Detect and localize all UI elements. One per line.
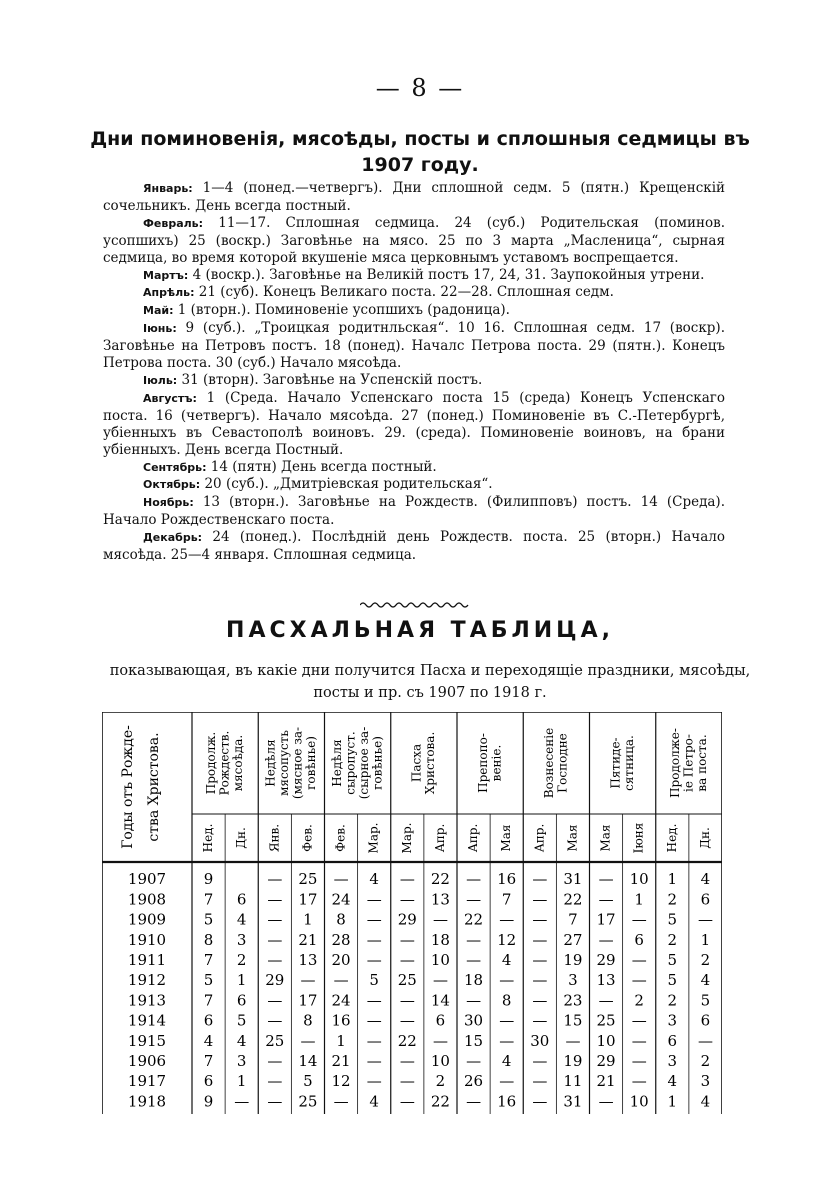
group-header-label: (мясное за-	[290, 726, 305, 800]
table-cell: 25	[298, 870, 318, 889]
table-cell: 6	[236, 991, 247, 1010]
table-cell: 7	[203, 890, 214, 909]
table-cell: —	[466, 930, 482, 949]
table-cell: 7	[203, 1052, 214, 1070]
sub-header-label: Фев.	[300, 824, 315, 852]
group-header-label: Продолж.	[204, 731, 219, 795]
table-cell: —	[267, 951, 283, 969]
table-cell: —	[598, 930, 614, 949]
group-header-label: Рождеств.	[217, 730, 232, 796]
table-cell: 5	[369, 971, 379, 990]
month-entry	[103, 390, 725, 459]
table-cell: —	[300, 971, 316, 990]
table-cell: —	[631, 910, 647, 929]
table-subtitle: показывающая, въ какіе дни получится Пасха и переходящіе праздники, мясоѣды, посты и пр. съ 1907 по 1918 г.	[109, 663, 751, 701]
table-cell: —	[399, 890, 415, 909]
month-entry	[103, 320, 725, 372]
year-cell: 1909	[127, 910, 167, 929]
wavy-divider	[360, 600, 470, 610]
table-cell: 22	[563, 890, 583, 909]
table-cell: —	[565, 1031, 581, 1050]
table-cell: 4	[501, 951, 512, 969]
sub-header-label: Апр.	[532, 823, 547, 853]
month-text: 21 (суб). Конецъ Великаго поста. 22—28. Сплошная седм.	[198, 284, 614, 301]
sub-header-label: Дн.	[697, 827, 712, 849]
table-cell: 22	[430, 1092, 450, 1111]
table-cell: —	[267, 1011, 283, 1030]
year-header-label: ства Христова.	[146, 732, 162, 842]
table-cell: —	[532, 1011, 548, 1030]
table-cell: 28	[331, 930, 351, 949]
month-label: Декабрь:	[143, 531, 203, 545]
table-cell: 5	[667, 971, 678, 990]
table-cell: 12	[331, 1072, 351, 1091]
sub-header-label: Дн.	[234, 827, 249, 849]
table-cell: —	[399, 991, 415, 1010]
table-cell: 22	[397, 1031, 417, 1050]
table-cell: 21	[298, 930, 318, 949]
table-cell: —	[466, 951, 482, 969]
table-cell: —	[631, 1052, 647, 1070]
table-cell: —	[532, 991, 548, 1010]
table-cell: —	[366, 1072, 382, 1091]
table-cell: —	[532, 870, 548, 889]
table-cell: 19	[563, 951, 583, 969]
table-cell: —	[432, 971, 448, 990]
table-cell: 9	[203, 870, 214, 889]
table-cell: 8	[501, 991, 512, 1010]
table-cell: 21	[596, 1072, 616, 1091]
month-text: 9 (суб.). „Троицкая родитнльская“. 10 16. Сплошная седм. 17 (воскр). Заговѣнье на Петровъ постъ. 18 (понед). Началс Петрова поста. 29 (пятн.). Конецъ Петрова поста. 30 (суб.) Начало мясоѣда.	[103, 320, 725, 372]
table-cell: 5	[667, 951, 678, 969]
group-header-label: Христова.	[423, 731, 438, 795]
title-line-1: Дни поминовенія, мясоѣды, посты и сплошныя седмицы въ	[90, 128, 750, 150]
month-label: Октябрь:	[143, 478, 201, 492]
table-cell: 3	[568, 971, 578, 990]
sub-header-label: Іюня	[631, 822, 646, 854]
title-line-2: 1907 году.	[361, 154, 479, 176]
table-cell: 10	[629, 870, 649, 889]
table-cell: 20	[331, 951, 351, 969]
table-cell: 2	[634, 991, 644, 1010]
table-cell: 1	[336, 1031, 346, 1050]
month-entry	[103, 180, 725, 215]
table-cell: —	[366, 930, 382, 949]
table-cell: 22	[464, 910, 484, 929]
year-cell: 1908	[127, 890, 167, 909]
sub-header-label: Нед.	[664, 823, 679, 853]
group-header-label: мясоѣда.	[231, 734, 246, 792]
table-cell: 7	[203, 991, 214, 1010]
table-cell: 2	[667, 930, 678, 949]
table-cell: 29	[596, 1052, 616, 1070]
table-cell: —	[366, 1031, 382, 1050]
table-cell: 5	[203, 910, 214, 929]
table-cell: 2	[700, 951, 711, 969]
table-cell: 5	[667, 910, 678, 929]
month-entry	[103, 494, 725, 529]
table-cell: —	[399, 930, 415, 949]
table-cell: 1	[700, 930, 711, 949]
month-text: 24 (понед.). Послѣдній день Рождеств. поста. 25 (вторн.) Начало мясоѣда. 25—4 января. Сплошная седмица.	[103, 529, 725, 564]
table-cell: —	[267, 991, 283, 1010]
table-cell: —	[631, 971, 647, 990]
table-cell: —	[399, 1052, 415, 1070]
table-cell: 12	[497, 930, 517, 949]
table-cell: 17	[298, 890, 318, 909]
sub-header-label: Мар.	[366, 822, 381, 854]
group-header-label: говѣнье)	[370, 736, 385, 790]
table-cell: 15	[563, 1011, 583, 1030]
table-cell: 8	[303, 1011, 313, 1030]
group-header-label: Вознесеніе	[542, 727, 557, 799]
table-cell: 2	[700, 1052, 711, 1070]
table-cell: 29	[596, 951, 616, 969]
table-cell: 19	[563, 1052, 583, 1070]
table-cell: 4	[369, 870, 379, 889]
table-cell: —	[499, 1031, 515, 1050]
table-cell: —	[366, 910, 382, 929]
table-cell: —	[631, 1072, 647, 1091]
table-cell: 4	[501, 1052, 512, 1070]
table-cell: —	[598, 991, 614, 1010]
sub-header-label: Нед.	[201, 823, 216, 853]
table-cell: —	[333, 870, 349, 889]
table-cell: —	[499, 910, 515, 929]
table-cell: 31	[563, 1092, 583, 1111]
table-cell: —	[631, 1011, 647, 1030]
table-cell: —	[598, 890, 614, 909]
table-cell: 3	[236, 1052, 247, 1070]
month-entry	[103, 267, 725, 285]
table-cell: —	[432, 910, 448, 929]
table-cell: 4	[700, 971, 711, 990]
table-cell: —	[399, 1072, 415, 1091]
table-cell: —	[697, 1031, 713, 1050]
table-cell: 8	[336, 910, 346, 929]
table-cell: —	[532, 1052, 548, 1070]
table-cell: —	[366, 991, 382, 1010]
year-cell: 1915	[127, 1031, 167, 1050]
table-cell: 6	[236, 890, 247, 909]
table-cell: 30	[464, 1011, 484, 1030]
table-cell: —	[267, 1052, 283, 1070]
month-text: 1 (Среда. Начало Успенскаго поста 15 (среда) Конецъ Успенскаго поста. 16 (четвергъ). Начало мясоѣда. 27 (понед.) Поминовеніе въ С.-Петербургѣ, убіенныхъ въ Севастополѣ воиновъ. 29. (среда). Поминовеніе воиновъ, на брани убіенныхъ. День всегда Постный.	[103, 389, 725, 458]
table-cell: 30	[530, 1031, 550, 1050]
table-cell: 21	[331, 1052, 351, 1070]
month-entry	[103, 476, 725, 494]
table-cell: —	[532, 1072, 548, 1091]
month-entry	[103, 302, 725, 320]
table-cell: 24	[331, 991, 351, 1010]
table-cell: 2	[667, 991, 678, 1010]
table-cell: 29	[265, 971, 285, 990]
year-cell: 1906	[127, 1052, 167, 1070]
table-cell: 17	[298, 991, 318, 1010]
table-cell: 4	[369, 1092, 379, 1111]
table-cell: —	[631, 951, 647, 969]
table-cell: 4	[236, 1031, 247, 1050]
table-cell: 26	[464, 1072, 484, 1091]
group-header-label: іе Петро-	[681, 734, 696, 792]
table-cell: 7	[568, 910, 578, 929]
table-cell: 25	[397, 971, 417, 990]
month-label: Сентябрь:	[143, 460, 207, 474]
month-label: Іюнь:	[143, 322, 177, 336]
year-cell: 1917	[127, 1072, 167, 1091]
table-cell: —	[399, 870, 415, 889]
table-cell: 31	[563, 870, 583, 889]
table-cell: —	[532, 910, 548, 929]
table-cell: 6	[435, 1011, 446, 1030]
month-text: 20 (суб.). „Дмитріевская родительская“.	[204, 476, 493, 493]
table-cell: 16	[497, 870, 517, 889]
table-cell: —	[499, 1072, 515, 1091]
month-text: 1 (вторн.). Поминовеніе усопшихъ (радоница).	[177, 302, 510, 319]
table-cell: 2	[236, 951, 247, 969]
year-cell: 1910	[127, 930, 167, 949]
table-cell: 1	[634, 890, 644, 909]
table-cell: 4	[667, 1072, 678, 1091]
table-cell: 18	[464, 971, 484, 990]
table-cell: —	[366, 890, 382, 909]
group-header-label: Препопо-	[475, 733, 490, 793]
month-entry	[103, 529, 725, 564]
table-cell: —	[267, 930, 283, 949]
table-cell: 4	[236, 910, 247, 929]
table-cell: 2	[667, 890, 678, 909]
year-header-label: Годы отъ Рожде-	[120, 725, 136, 849]
table-cell: 14	[430, 991, 450, 1010]
table-cell: —	[366, 951, 382, 969]
table-cell: 5	[303, 1072, 313, 1091]
group-header-label: Недѣля	[263, 739, 278, 787]
group-header-label: Пасха	[409, 743, 424, 783]
table-cell: —	[399, 951, 415, 969]
sub-header-label: Мая	[565, 824, 580, 852]
table-cell: 25	[596, 1011, 616, 1030]
table-cell: 24	[331, 890, 351, 909]
table-cell: 5	[700, 991, 711, 1010]
group-header-label: мясопусть	[277, 730, 292, 796]
table-cell: 15	[464, 1031, 484, 1050]
table-cell: —	[466, 1092, 482, 1111]
sub-header-label: Апр.	[466, 823, 481, 853]
table-cell: 3	[236, 930, 247, 949]
year-cell: 1913	[127, 991, 167, 1010]
table-cell: 1	[667, 870, 678, 889]
table-cell: 1	[667, 1092, 678, 1111]
table-cell: 3	[667, 1052, 678, 1070]
table-cell: —	[333, 971, 349, 990]
table-cell: —	[499, 1011, 515, 1030]
sub-header-label: Янв.	[267, 823, 282, 853]
table-cell: 6	[700, 1011, 711, 1030]
year-cell: 1907	[127, 870, 167, 889]
table-cell: 6	[634, 930, 644, 949]
table-cell: 1	[236, 971, 247, 990]
table-cell: —	[598, 1092, 614, 1111]
month-text: 1—4 (понед.—четвергъ). Дни сплошной седм. 5 (пятн.) Крещенскій сочельникъ. День всегда постный.	[103, 180, 726, 214]
table-cell: 11	[563, 1072, 583, 1091]
table-cell: 6	[700, 890, 711, 909]
group-header-label: Продолже-	[667, 728, 682, 798]
year-cell: 1912	[127, 971, 167, 990]
group-header-label: ва поста.	[694, 734, 709, 792]
month-label: Апрѣль:	[143, 286, 195, 300]
year-cell: 1911	[127, 951, 167, 969]
table-title: ПАСХАЛЬНАЯ ТАБЛИЦА,	[226, 618, 614, 643]
table-cell: 13	[596, 971, 616, 990]
page-number: — 8 —	[375, 74, 465, 102]
table-cell: —	[466, 1052, 482, 1070]
month-text: 4 (воскр.). Заговѣнье на Великій постъ 17, 24, 31. Заупокойныя утрени.	[192, 266, 705, 283]
month-text: 11—17. Сплошная седмица. 24 (суб.) Родительская (поминов. усопшихъ) 25 (воскр.) Заговѣнье на мясо. 25 по 3 марта „Масленица“, сырная седмица, во время которой вкушеніе мяса церковнымъ уставомъ воспрещается.	[103, 214, 725, 266]
group-header-label: (сырное за-	[356, 726, 371, 800]
table-cell: 22	[430, 870, 450, 889]
table-cell: —	[532, 971, 548, 990]
table-cell: —	[267, 1092, 283, 1111]
table-cell: 13	[430, 890, 450, 909]
month-text: 14 (пятн) День всегда постный.	[210, 458, 437, 475]
sub-header-label: Мая	[499, 824, 514, 852]
table-cell: 1	[303, 910, 313, 929]
month-entry	[103, 284, 725, 302]
table-cell: 25	[298, 1092, 318, 1111]
table-cell: —	[532, 1092, 548, 1111]
year-cell: 1914	[127, 1011, 167, 1030]
year-cell: 1918	[127, 1092, 167, 1111]
table-cell: 25	[265, 1031, 285, 1050]
table-cell: 6	[203, 1011, 214, 1030]
table-cell: —	[267, 1072, 283, 1091]
group-header-label: Недѣля	[329, 739, 344, 787]
table-cell: 6	[667, 1031, 678, 1050]
month-entry	[103, 215, 725, 267]
table-cell: —	[432, 1031, 448, 1050]
table-cell: —	[366, 1011, 382, 1030]
table-cell: —	[598, 870, 614, 889]
table-cell: 18	[430, 930, 450, 949]
table-cell: 16	[497, 1092, 517, 1111]
table-cell: 4	[700, 870, 711, 889]
page-title	[60, 126, 780, 178]
table-cell: —	[366, 1052, 382, 1070]
table-cell: 4	[203, 1031, 214, 1050]
table-cell: —	[466, 890, 482, 909]
month-text: 13 (вторн.). Заговѣнье на Рождеств. (Филипповъ) постъ. 14 (Среда). Начало Рождественскаго поста.	[103, 494, 725, 529]
group-header-label: сятница.	[621, 735, 636, 791]
table-cell: —	[466, 870, 482, 889]
table-cell: 29	[397, 910, 417, 929]
group-header-label: Пятиде-	[608, 737, 623, 789]
month-text: 31 (вторн). Заговѣнье на Успенскій постъ.	[181, 371, 483, 388]
table-cell: —	[532, 951, 548, 969]
table-cell: 2	[435, 1072, 446, 1091]
table-cell: 8	[203, 930, 214, 949]
table-cell: —	[532, 930, 548, 949]
table-cell: —	[399, 1011, 415, 1030]
month-label: Февраль:	[143, 216, 204, 230]
table-cell: 14	[298, 1052, 318, 1070]
table-cell: 13	[298, 951, 318, 969]
sub-header-label: Мая	[598, 824, 613, 852]
table-cell: 16	[331, 1011, 351, 1030]
table-cell: 5	[203, 971, 214, 990]
table-cell: 10	[430, 1052, 450, 1070]
table-cell: 5	[236, 1011, 247, 1030]
table-cell: —	[267, 890, 283, 909]
table-cell: —	[466, 991, 482, 1010]
table-cell: —	[631, 1031, 647, 1050]
table-cell: 9	[203, 1092, 214, 1111]
sub-header-label: Мар.	[399, 822, 414, 854]
table-cell: 1	[236, 1072, 247, 1091]
month-entry	[103, 459, 725, 477]
table-cell: 17	[596, 910, 616, 929]
table-cell: —	[499, 971, 515, 990]
table-cell: 10	[596, 1031, 616, 1050]
table-cell: 10	[430, 951, 450, 969]
table-cell: 23	[563, 991, 583, 1010]
month-entry	[103, 372, 725, 390]
table-cell: —	[267, 870, 283, 889]
table-cell: 7	[203, 951, 214, 969]
table-cell: 6	[203, 1072, 214, 1091]
group-header-label: Господне	[555, 733, 570, 793]
table-cell: —	[532, 890, 548, 909]
month-label: Іюль:	[143, 373, 178, 387]
table-cell: —	[267, 910, 283, 929]
month-label: Августъ:	[143, 391, 197, 405]
group-header-label: веніе.	[489, 744, 504, 782]
table-cell: —	[333, 1092, 349, 1111]
table-cell: —	[300, 1031, 316, 1050]
table-cell: 4	[700, 1092, 711, 1111]
table-cell: 27	[563, 930, 583, 949]
month-label: Май:	[143, 304, 174, 318]
table-cell: 7	[501, 890, 512, 909]
month-list	[103, 180, 725, 564]
easter-table	[102, 712, 722, 1114]
month-label: Мартъ:	[143, 268, 189, 282]
month-label: Ноябрь:	[143, 496, 194, 510]
sub-header-label: Фев.	[333, 824, 348, 852]
sub-header-label: Апр.	[432, 823, 447, 853]
table-cell: —	[697, 910, 713, 929]
table-cell: —	[234, 1092, 250, 1111]
table-cell: —	[399, 1092, 415, 1111]
table-cell: 10	[629, 1092, 649, 1111]
group-header-label: сыропуст.	[343, 731, 358, 795]
group-header-label: говѣнье)	[304, 736, 319, 790]
table-cell: 3	[700, 1072, 711, 1091]
month-label: Январь:	[143, 182, 193, 195]
table-cell: 3	[667, 1011, 678, 1030]
